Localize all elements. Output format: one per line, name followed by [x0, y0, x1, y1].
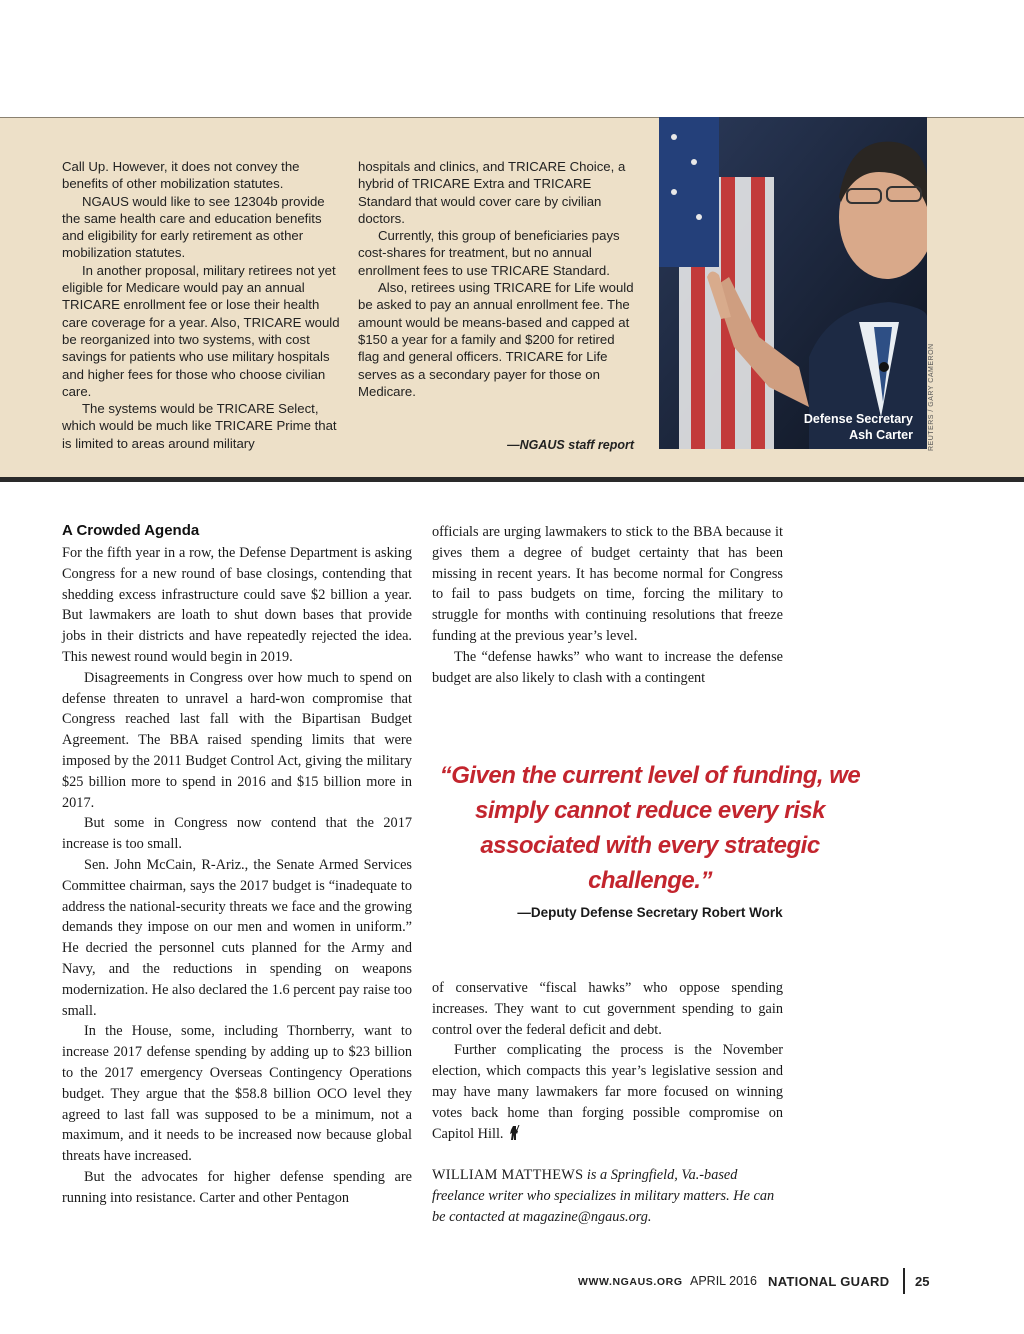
article-paragraph: Disagreements in Congress over how much to spend on defense threaten to unravel a hard-won compromise that Congress reached last fall with the Bipartisan Budget Agreement. The BBA raised spending limits that were imposed by the 2011 Budget Control Act, giving the military $25 billion more to spend in 2016 and $15 billion more in 2017. [62, 669, 412, 811]
photo-caption [804, 411, 913, 443]
pull-quote: “Given the current level of funding, we simply cannot reduce every risk associated with every strategic challenge.” [439, 762, 861, 894]
page-footer [570, 1274, 940, 1294]
article-column-right-bottom [432, 978, 783, 1228]
sidebar-paragraph: Also, retirees using TRICARE for Life would be asked to pay an annual enrollment fee. The amount would be means-based and capped at $150 a year for a family and $200 for retired flag and general officers. TRICARE for Life serves as a secondary payer for those on Medicare. [358, 280, 634, 399]
author-name: WILLIAM MATTHEWS [432, 1167, 584, 1184]
author-bio: is a Springfield, Va.-based freelance writer who specializes in military matters. He can be contacted at magazine@ngaus.org. [432, 1167, 775, 1225]
footer-url[interactable]: WWW.NGAUS.ORG [578, 1276, 683, 1288]
article-paragraph: of conservative “fiscal hawks” who oppose spending increases. They want to cut government spending to gain control over the federal deficit and debt. [432, 980, 783, 1038]
sidebar-paragraph: NGAUS would like to see 12304b provide the same health care and education benefits and eligibility for early retirement as other mobilization statutes. [62, 193, 325, 261]
article-paragraph: But some in Congress now contend that the 2017 increase is too small. [62, 815, 412, 853]
photo-credit: REUTERS / GARY CAMERON [928, 343, 935, 451]
sidebar-paragraph: In another proposal, military retirees not yet eligible for Medicare would pay an annual TRICARE enrollment fee or lose their health care coverage for a year. Also, TRICARE would be reorganized into two systems, with cost savings for patients who use military hospitals and higher fees for those who choose civilian care. [62, 262, 340, 399]
minuteman-end-icon [508, 1125, 520, 1141]
article-paragraph: But the advocates for higher defense spending are running into resistance. Carter and other Pentagon [62, 1168, 412, 1206]
article-paragraph [432, 1040, 783, 1144]
article-paragraph-text: Further complicating the process is the November election, which compacts this year’s legislative session and may have many lawmakers far more focused on winning votes back home than forging possible compromise on Capitol Hill. [432, 1042, 783, 1142]
photo-illustration [659, 117, 927, 449]
sidebar-column-1 [62, 158, 346, 452]
sidebar-paragraph: hospitals and clinics, and TRICARE Choice, a hybrid of TRICARE Extra and TRICARE Standard that would cover care by civilian doctors. [358, 159, 626, 226]
photo-caption-line: Defense Secretary [803, 412, 913, 426]
footer-date: APRIL 2016 [690, 1274, 757, 1288]
photo-defense-secretary [659, 117, 927, 449]
article-paragraph: officials are urging lawmakers to stick to the BBA because it gives them a degree of budget certainty that has been missing in recent years. It has become normal for Congress to fail to pass budgets on time, forcing the military to struggle for months with continuing resolutions that freeze funding at the previous year’s level. [432, 524, 783, 644]
sidebar-credit: —NGAUS staff report [507, 438, 634, 452]
footer-magazine-title: NATIONAL GUARD [768, 1274, 890, 1289]
article-column-left [62, 543, 412, 1209]
article-paragraph: The “defense hawks” who want to increase the defense budget are also likely to clash with a contingent [432, 648, 783, 686]
sidebar-divider [0, 477, 1024, 482]
footer-divider [903, 1268, 905, 1294]
sidebar-paragraph: The systems would be TRICARE Select, which would be much like TRICARE Prime that is limited to areas around military [62, 401, 337, 451]
article-heading: A Crowded Agenda [62, 522, 200, 539]
article-column-right-top [432, 522, 783, 688]
article-paragraph: In the House, some, including Thornberry, want to increase 2017 defense spending by adding up to $23 billion to the 2017 emergency Overseas Contingency Operations budget. They argue that the $58.8 billion OCO level they agreed to last fall was supposed to be a minimum, not a maximum, and it needs to be increased now because global threats have increased. [62, 1023, 412, 1165]
page-number: 25 [915, 1274, 930, 1289]
pull-quote-attribution: —Deputy Defense Secretary Robert Work [517, 905, 783, 920]
article-paragraph: Sen. John McCain, R-Ariz., the Senate Armed Services Committee chairman, says the 2017 budget is “inadequate to address the national-security threats we face and the growing demands they impose on our men and women in uniform.” He decried the personnel cuts planned for the Army and Navy, and the reductions in spending on weapons modernization. He also declared the 1.6 percent pay raise too small. [62, 856, 412, 1019]
article-paragraph: For the fifth year in a row, the Defense Department is asking Congress for a new round of base closings, contending that shedding excess infrastructure could save $2 billion a year. But lawmakers are loath to shut down bases that provide jobs in their districts and have repeatedly rejected the idea. This newest round would begin in 2019. [62, 545, 412, 665]
sidebar-paragraph: Currently, this group of beneficiaries pays cost-shares for treatment, but no annual enrollment fees to use TRICARE Standard. [358, 228, 620, 278]
sidebar-paragraph: Call Up. However, it does not convey the benefits of other mobilization statutes. [62, 159, 300, 192]
photo-caption-line: Ash Carter [849, 428, 913, 442]
sidebar-column-2 [358, 158, 634, 400]
author-byline [432, 1165, 783, 1227]
